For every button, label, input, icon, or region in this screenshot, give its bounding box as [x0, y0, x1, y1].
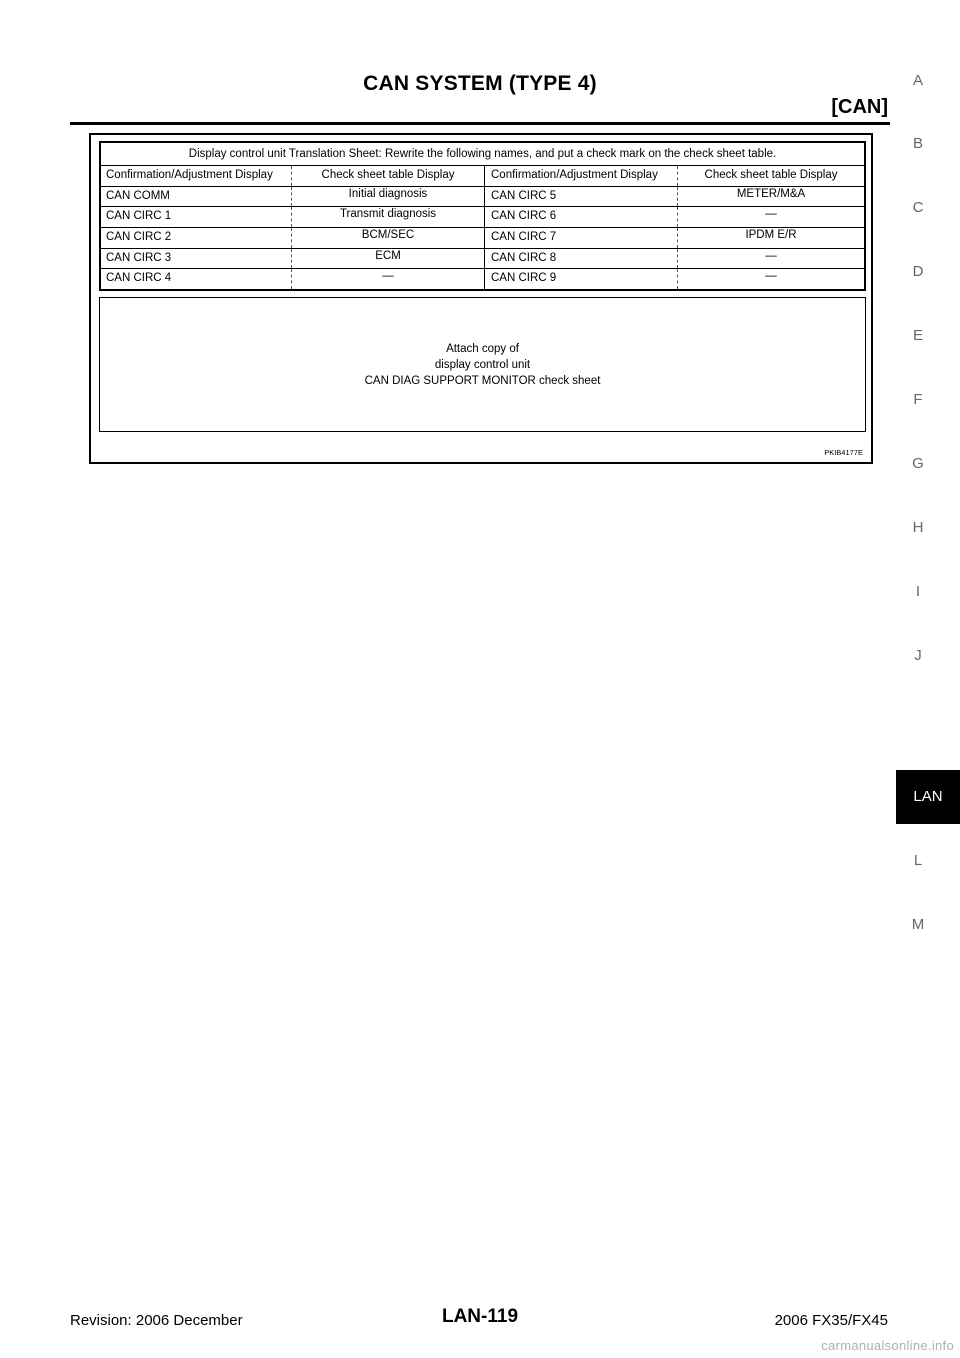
header-rule — [70, 122, 890, 125]
table-cell: CAN CIRC 7 — [484, 228, 677, 248]
table-cell: — — [291, 269, 484, 289]
table-cell: CAN CIRC 8 — [484, 249, 677, 269]
table-row — [101, 228, 864, 249]
sheet-title: Display control unit Translation Sheet: Rewrite the following names, and put a check mark on the check sheet table. — [101, 143, 864, 166]
table-row — [101, 249, 864, 270]
column-header: Confirmation/Adjustment Display — [106, 169, 273, 181]
table-cell: CAN CIRC 5 — [484, 187, 677, 207]
footer-page-number: LAN-119 — [441, 1306, 519, 1327]
figure-code: PKIB4177E — [824, 448, 863, 457]
table-row — [101, 187, 864, 208]
attach-line: CAN DIAG SUPPORT MONITOR check sheet — [364, 374, 601, 387]
side-index-b[interactable]: B — [912, 135, 923, 152]
table-cell: CAN COMM — [106, 189, 170, 202]
column-header: Check sheet table Display — [291, 166, 484, 186]
translation-sheet-table — [99, 141, 866, 291]
column-header: Confirmation/Adjustment Display — [484, 166, 677, 186]
side-index-c[interactable]: C — [912, 199, 924, 216]
table-cell: Transmit diagnosis — [291, 207, 484, 227]
side-index-g[interactable]: G — [912, 455, 924, 472]
table-cell: — — [677, 269, 864, 289]
table-cell: CAN CIRC 2 — [106, 231, 172, 244]
side-index-e[interactable]: E — [912, 327, 923, 344]
footer-revision: Revision: 2006 December — [70, 1312, 243, 1329]
table-cell: Initial diagnosis — [291, 187, 484, 207]
table-cell: CAN CIRC 9 — [484, 269, 677, 289]
side-index-h[interactable]: H — [912, 519, 924, 536]
attach-line: display control unit — [434, 358, 531, 371]
side-index-m[interactable]: M — [911, 916, 925, 933]
side-index-j[interactable]: J — [914, 647, 922, 664]
side-index-l[interactable]: L — [913, 852, 923, 869]
table-cell: — — [677, 249, 864, 269]
side-index-i[interactable]: I — [915, 583, 921, 600]
column-header: Check sheet table Display — [677, 166, 864, 186]
footer-model: 2006 FX35/FX45 — [774, 1312, 888, 1329]
table-cell: — — [677, 207, 864, 227]
attach-copy-box — [99, 297, 866, 432]
side-index-f[interactable]: F — [913, 391, 923, 408]
attach-line: Attach copy of — [446, 342, 519, 355]
table-cell: CAN CIRC 6 — [484, 207, 677, 227]
table-row — [101, 269, 864, 289]
page-title: CAN SYSTEM (TYPE 4) — [363, 72, 597, 95]
table-cell: METER/M&A — [677, 187, 864, 207]
table-cell: BCM/SEC — [291, 228, 484, 248]
translation-sheet-figure — [89, 133, 873, 464]
side-index-a[interactable]: A — [912, 72, 923, 89]
watermark[interactable]: carmanualsonline.info — [821, 1338, 954, 1353]
table-row — [101, 207, 864, 228]
section-label: [CAN] — [831, 96, 888, 118]
table-cell: CAN CIRC 1 — [106, 210, 172, 223]
table-cell: ECM — [291, 249, 484, 269]
table-header-row — [101, 166, 864, 187]
table-cell: CAN CIRC 3 — [106, 251, 172, 264]
table-cell: IPDM E/R — [677, 228, 864, 248]
table-cell: CAN CIRC 4 — [106, 272, 172, 285]
side-index-d[interactable]: D — [912, 263, 924, 280]
side-index-lan-active[interactable]: LAN — [896, 770, 960, 824]
